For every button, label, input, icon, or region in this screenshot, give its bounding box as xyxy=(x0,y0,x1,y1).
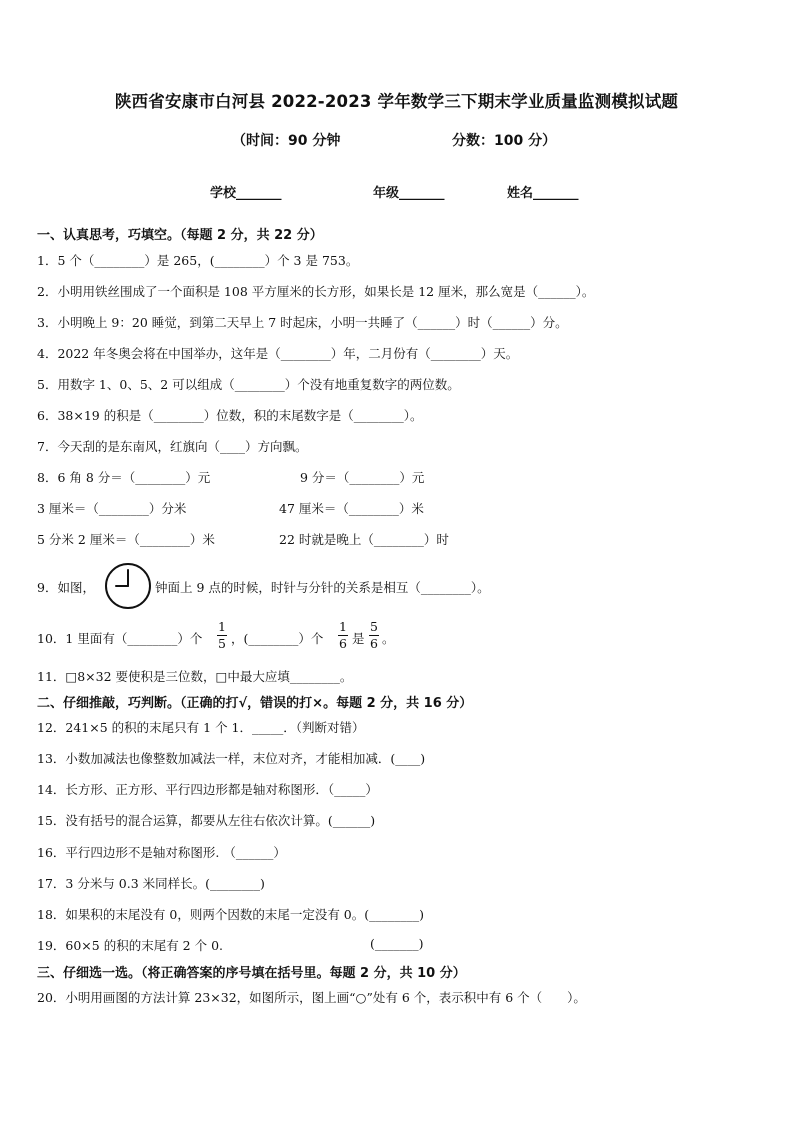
question-9-prefix: 9．如图， xyxy=(37,580,95,595)
question-8a: 8．6 角 8 分＝（________）元 xyxy=(37,470,211,485)
question-6: 6．38×19 的积是（________）位数，积的末尾数字是（________）。 xyxy=(37,408,423,423)
clock-icon xyxy=(104,562,152,610)
fraction-denominator: 5 xyxy=(218,636,226,651)
question-5: 5．用数字 1、0、5、2 可以组成（________）个没有地重复数字的两位数。 xyxy=(37,377,460,392)
fraction-denominator: 6 xyxy=(339,636,347,651)
school-field: 学校_______ xyxy=(210,186,282,201)
name-field: 姓名_______ xyxy=(507,186,579,201)
question-8f: 22 时就是晚上（________）时 xyxy=(279,532,449,547)
section-1-heading: 一、认真思考，巧填空。（每题 2 分，共 22 分） xyxy=(37,228,323,243)
question-7: 7．今天刮的是东南风，红旗向（____）方向飘。 xyxy=(37,439,308,454)
fraction-one-sixth xyxy=(337,619,349,652)
question-16: 16．平行四边形不是轴对称图形. （______） xyxy=(37,845,286,860)
fraction-one-fifth xyxy=(216,619,228,652)
fraction-numerator: 1 xyxy=(339,619,347,634)
question-15: 15．没有括号的混合运算，都要从左往右依次计算。(______) xyxy=(37,813,376,828)
question-4: 4．2022 年冬奥会将在中国举办，这年是（________）年，二月份有（________）天。 xyxy=(37,346,519,361)
question-3: 3．小明晚上 9：20 睡觉，到第二天早上 7 时起床，小明一共睡了（______）时（______）分。 xyxy=(37,315,568,330)
exam-time: （时间：90 分钟 xyxy=(232,133,341,149)
page-title: 陕西省安康市白河县 2022-2023 学年数学三下期末学业质量监测模拟试题 xyxy=(114,92,679,111)
question-8d: 47 厘米＝（________）米 xyxy=(279,501,424,516)
question-13: 13．小数加减法也像整数加减法一样，末位对齐，才能相加减．(____) xyxy=(37,751,426,766)
question-10-part-2: ，(________）个 xyxy=(231,631,324,646)
question-20: 20．小明用画图的方法计算 23×32，如图所示，图上画“○”处有 6 个，表示积中有 6 个（ ）。 xyxy=(37,990,586,1005)
question-19: 19．60×5 的积的末尾有 2 个 0. xyxy=(37,938,224,953)
exam-score: 分数：100 分） xyxy=(452,133,557,149)
question-10-part-3: 是 xyxy=(352,631,365,646)
question-12: 12．241×5 的积的末尾只有 1 个 1．_____．（判断对错） xyxy=(37,720,365,735)
question-14: 14．长方形、正方形、平行四边形都是轴对称图形．（_____） xyxy=(37,782,378,797)
question-18: 18．如果积的末尾没有 0，则两个因数的末尾一定没有 0。(________) xyxy=(37,907,425,922)
fraction-five-sixths xyxy=(368,619,380,652)
question-8e: 5 分米 2 厘米＝（________）米 xyxy=(37,532,215,547)
grade-field: 年级_______ xyxy=(373,186,445,201)
question-19-answer-blank: (_______) xyxy=(370,936,424,951)
question-11: 11．□8×32 要使积是三位数，□中最大应填________。 xyxy=(37,669,353,684)
question-10-part-4: 。 xyxy=(382,631,395,646)
question-1: 1．5 个（________）是 265，(________）个 3 是 753。 xyxy=(37,253,359,268)
fraction-denominator: 6 xyxy=(370,636,378,651)
question-9-text: 钟面上 9 点的时候，时针与分针的关系是相互（________）。 xyxy=(155,580,490,595)
question-8b: 9 分＝（________）元 xyxy=(300,470,425,485)
fraction-numerator: 1 xyxy=(218,619,226,634)
fraction-numerator: 5 xyxy=(370,619,378,634)
section-3-heading: 三、仔细选一选。（将正确答案的序号填在括号里。每题 2 分，共 10 分） xyxy=(37,966,466,981)
question-10-part-1: 10．1 里面有（________）个 xyxy=(37,631,203,646)
question-17: 17．3 分米与 0.3 米同样长。(________) xyxy=(37,876,265,891)
question-8c: 3 厘米＝（________）分米 xyxy=(37,501,187,516)
section-2-heading: 二、仔细推敲，巧判断。（正确的打√，错误的打×。每题 2 分，共 16 分） xyxy=(37,696,473,711)
question-2: 2．小明用铁丝围成了一个面积是 108 平方厘米的长方形，如果长是 12 厘米，那么宽是（______）。 xyxy=(37,284,595,299)
